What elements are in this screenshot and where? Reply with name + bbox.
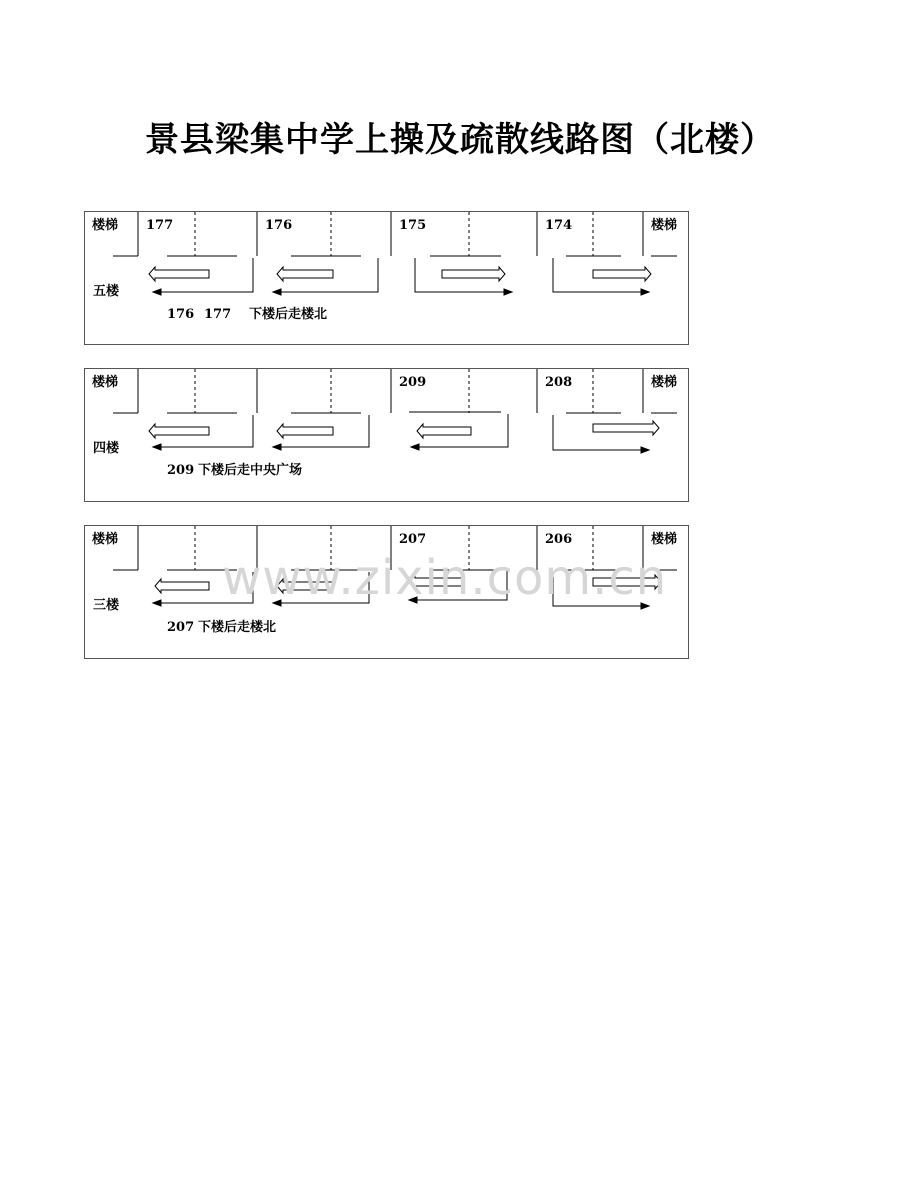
evacuation-arrow-right-3 — [593, 267, 651, 281]
route-arrowhead — [153, 600, 161, 606]
floor-label: 三楼 — [93, 598, 120, 613]
floor-label: 五楼 — [93, 284, 120, 299]
evacuation-note: 下楼后走中央广场 — [198, 463, 303, 478]
route-arrowhead — [153, 289, 161, 295]
stair-label-left: 楼梯 — [92, 218, 119, 233]
route-arrowhead — [504, 289, 512, 295]
route-line-left-2 — [417, 414, 508, 447]
floor-3-panel — [84, 525, 689, 659]
route-line-left-1 — [279, 415, 369, 447]
evacuation-arrow-left-0 — [149, 424, 209, 438]
route-line-right-3 — [553, 572, 643, 606]
route-line-right-3 — [553, 258, 643, 292]
room-number: 206 — [545, 532, 573, 547]
evacuation-arrow-left-2 — [409, 575, 463, 589]
room-number: 177 — [146, 218, 174, 233]
floor-4-route-diagram — [85, 369, 690, 503]
note-room: 209 — [167, 463, 195, 478]
route-line-right-2 — [415, 258, 506, 292]
floor-5-panel — [84, 211, 689, 345]
route-line-left-1 — [279, 572, 369, 603]
evacuation-note: 下楼后走楼北 — [198, 620, 277, 635]
route-arrowhead — [641, 447, 649, 453]
evacuation-arrow-left-0 — [155, 579, 209, 593]
route-arrowhead — [153, 444, 161, 450]
stair-label-left: 楼梯 — [92, 532, 119, 547]
route-arrowhead — [411, 444, 419, 450]
room-number: 207 — [399, 532, 427, 547]
room-number: 174 — [545, 218, 573, 233]
note-room: 207 — [167, 620, 195, 635]
watermark: www.zixin.com.cn — [222, 550, 668, 606]
evacuation-arrow-left-1 — [277, 267, 333, 281]
route-line-left-0 — [159, 258, 253, 292]
page-title: 景县梁集中学上操及疏散线路图（北楼） — [145, 120, 775, 160]
room-number: 175 — [399, 218, 427, 233]
note-room: 176 — [167, 307, 195, 322]
evacuation-arrow-right-3 — [593, 575, 661, 589]
evacuation-note: 下楼后走楼北 — [249, 307, 328, 322]
route-arrowhead — [273, 444, 281, 450]
route-arrowhead — [273, 289, 281, 295]
floor-4-panel — [84, 368, 689, 502]
stair-label-right: 楼梯 — [651, 375, 678, 390]
route-arrowhead — [641, 603, 649, 609]
floor-3-route-diagram — [85, 526, 690, 660]
route-line-left-0 — [159, 572, 253, 603]
evacuation-arrow-left-2 — [417, 424, 471, 438]
evacuation-arrow-right-2 — [442, 267, 505, 281]
route-line-left-1 — [279, 258, 378, 292]
stair-label-right: 楼梯 — [651, 218, 678, 233]
note-room: 177 — [204, 307, 232, 322]
floor-label: 四楼 — [93, 441, 120, 456]
evacuation-arrow-left-1 — [277, 424, 333, 438]
stair-label-right: 楼梯 — [651, 532, 678, 547]
route-arrowhead — [273, 600, 281, 606]
evacuation-arrow-right-3 — [593, 421, 659, 435]
evacuation-arrow-left-0 — [149, 267, 209, 281]
evacuation-arrow-left-1 — [277, 579, 333, 593]
route-line-left-0 — [159, 415, 253, 447]
route-arrowhead — [641, 289, 649, 295]
room-number: 208 — [545, 375, 573, 390]
room-number: 209 — [399, 375, 427, 390]
stair-label-left: 楼梯 — [92, 375, 119, 390]
floor-5-route-diagram — [85, 212, 690, 346]
room-number: 176 — [265, 218, 293, 233]
route-arrowhead — [409, 597, 417, 603]
